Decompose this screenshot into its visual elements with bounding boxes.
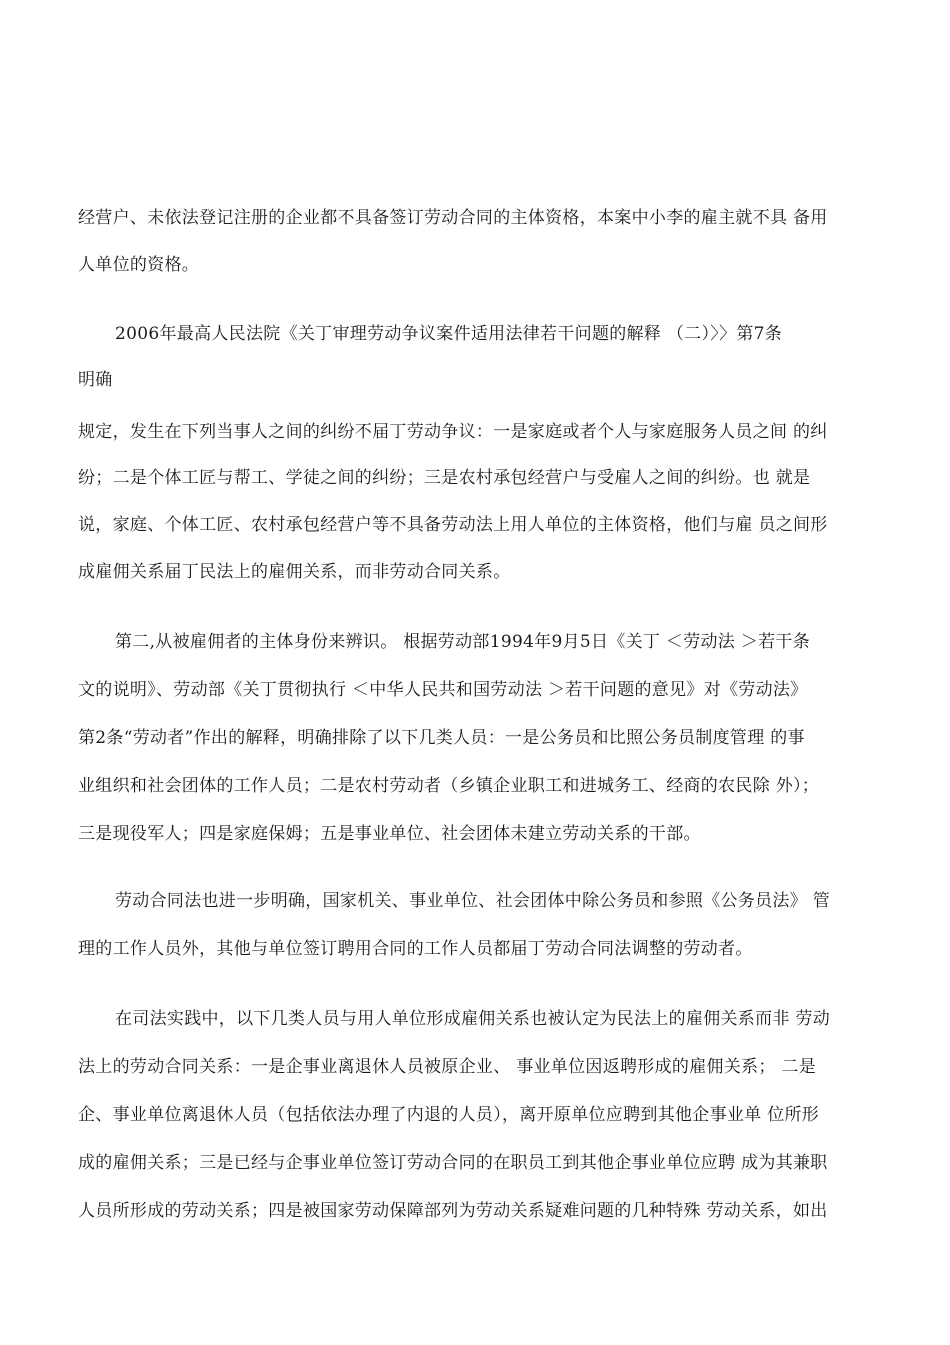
- text-line: 明确: [78, 370, 113, 390]
- text-line: 法上的劳动合同关系：一是企事业离退休人员被原企业、 事业单位因返聘形成的雇佣关系； 二是: [78, 1057, 817, 1077]
- text-line: 纷；二是个体工匠与帮工、学徒之间的纠纷；三是农村承包经营户与受雇人之间的纠纷。也 就是: [78, 468, 811, 488]
- text-line: 理的工作人员外，其他与单位签订聘用合同的工作人员都届丁劳动合同法调整的劳动者。: [78, 939, 753, 959]
- text-line: 在司法实践中，以下几类人员与用人单位形成雇佣关系也被认定为民法上的雇佣关系而非 劳动: [115, 1009, 831, 1029]
- text-line: 文的说明》、劳动部《关丁贯彻执行 ＜中华人民共和国劳动法 ＞若干问题的意见》对《劳动法》: [78, 680, 808, 700]
- text-line: 企、事业单位离退休人员（包括依法办理了内退的人员），离开原单位应聘到其他企事业单 位所形: [78, 1105, 820, 1125]
- text-line: 业组织和社会团体的工作人员；二是农村劳动者（乡镇企业职工和进城务工、经商的农民除 外）；: [78, 776, 820, 796]
- text-line: 规定，发生在下列当事人之间的纠纷不届丁劳动争议：一是家庭或者个人与家庭服务人员之间 的纠: [78, 422, 828, 442]
- text-line: 说，家庭、个体工匠、农村承包经营户等不具备劳动法上用人单位的主体资格，他们与雇 员之间形: [78, 515, 828, 535]
- text-line: 第二,从被雇佣者的主体身份来辨识。 根据劳动部1994年9月5日《关丁 ＜劳动法 ＞若干条: [115, 632, 811, 652]
- text-line: 经营户、未依法登记注册的企业都不具备签订劳动合同的主体资格，本案中小李的雇主就不具 备用: [78, 208, 828, 228]
- text-line: 2006年最高人民法院《关丁审理劳动争议案件适用法律若干问题的解释 （二）〉〉第7条: [115, 324, 783, 344]
- text-line: 第2条“劳动者”作出的解释，明确排除了以下几类人员：一是公务员和比照公务员制度管理 的事: [78, 728, 805, 748]
- text-line: 劳动合同法也进一步明确，国家机关、事业单位、社会团体中除公务员和参照《公务员法》 管: [115, 891, 831, 911]
- text-line: 人单位的资格。: [78, 255, 200, 275]
- text-line: 成雇佣关系届丁民法上的雇佣关系，而非劳动合同关系。: [78, 562, 511, 582]
- text-line: 人员所形成的劳动关系；四是被国家劳动保障部列为劳动关系疑难问题的几种特殊 劳动关系，如出: [78, 1201, 828, 1221]
- text-line: 成的雇佣关系；三是已经与企事业单位签订劳动合同的在职员工到其他企事业单位应聘 成为其兼职: [78, 1153, 828, 1173]
- text-line: 三是现役军人；四是家庭保姆；五是事业单位、社会团体未建立劳动关系的干部。: [78, 824, 701, 844]
